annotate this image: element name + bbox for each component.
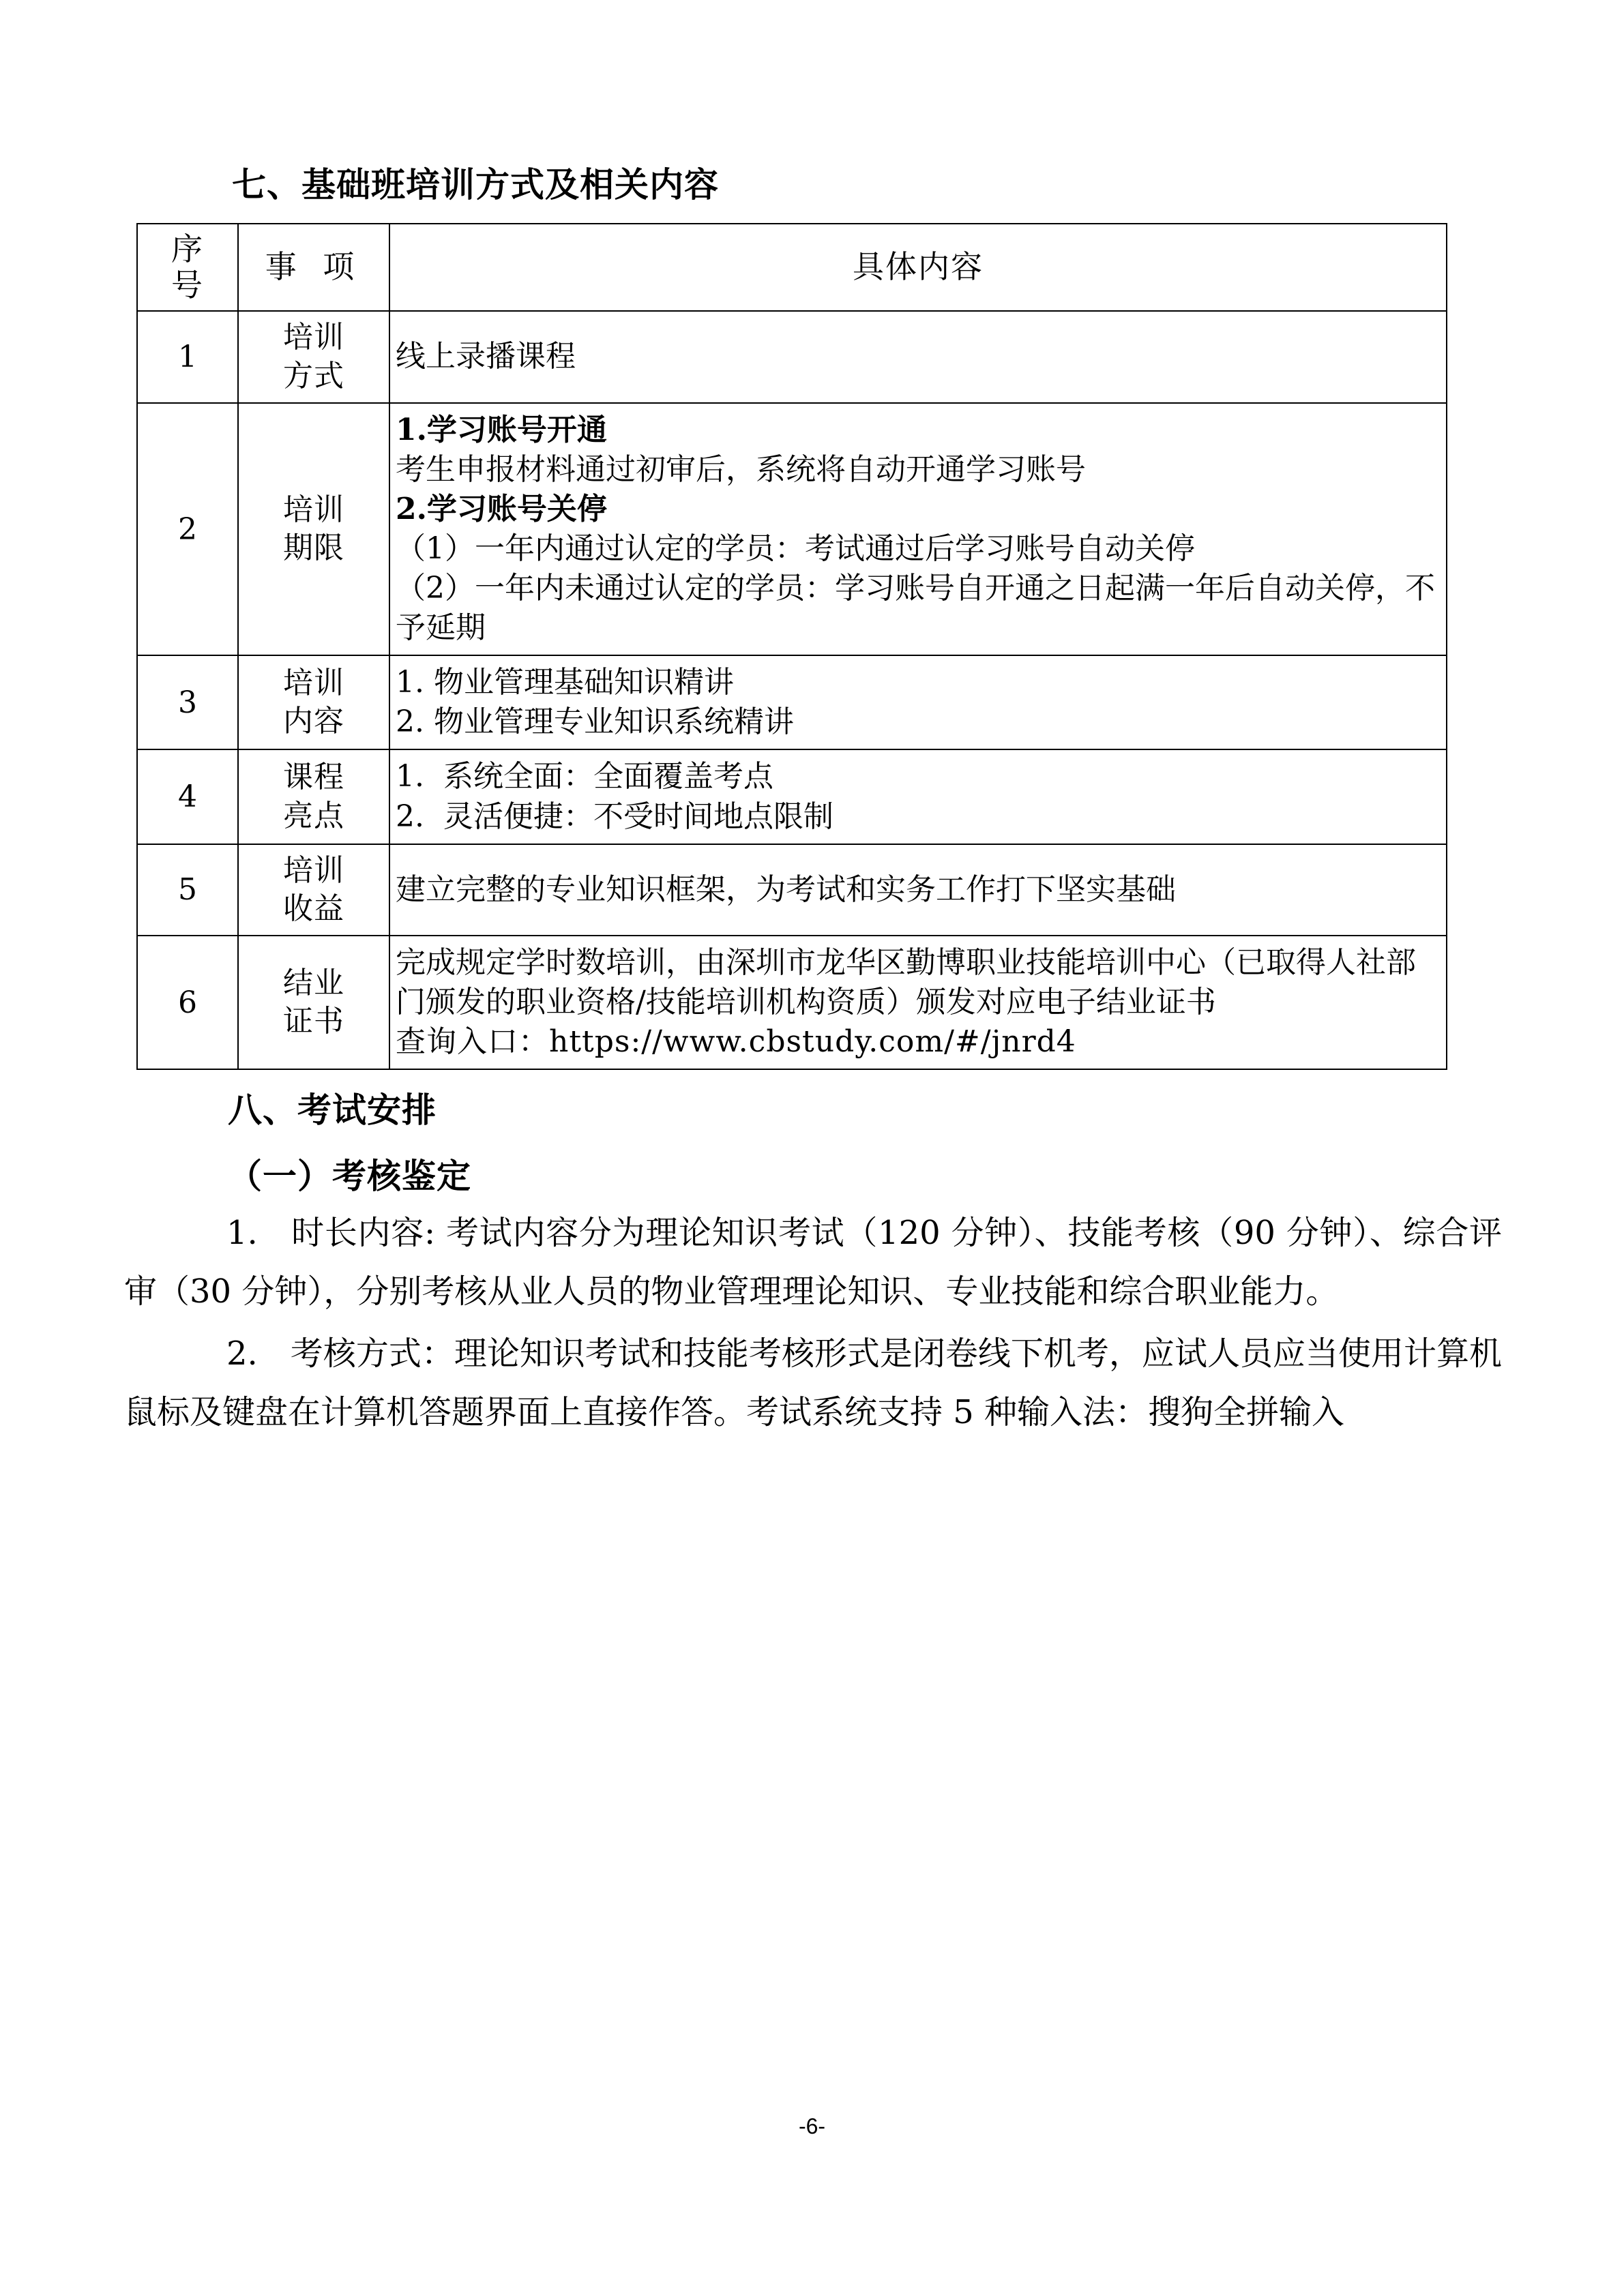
subsection-heading-one: （一）考核鉴定 [228, 1155, 471, 1196]
row-content-line: （2）一年内未通过认定的学员：学习账号自开通之日起满一年后自动关停，不予延期 [396, 571, 1435, 646]
row-number-cell: 6 [137, 936, 238, 1069]
row-item-line: 证书 [283, 1004, 344, 1039]
body-paragraph: 1. 时长内容: 考试内容分为理论知识考试（120 分钟）、技能考核（90 分钟）、综合评审（30 分钟），分别考核从业人员的物业管理理论知识、专业技能和综合职业能力。 [124, 1214, 1502, 1311]
table-row [137, 749, 1447, 844]
row-item-cell [238, 311, 389, 403]
row-item-line: 培训 [283, 492, 344, 527]
row-content-line: 1. 物业管理基础知识精讲 [396, 665, 734, 700]
row-item-cell [238, 655, 389, 749]
row-content-line: 2. 物业管理专业知识系统精讲 [396, 704, 794, 740]
row-item-line: 培训 [283, 320, 344, 355]
row-item-line: 培训 [283, 852, 344, 888]
row-content-url-line[interactable]: 查询入口：https://www.cbstudy.com/#/jnrd4 [396, 1024, 1076, 1060]
row-item-line: 期限 [283, 531, 344, 566]
row-number-cell: 4 [137, 749, 238, 844]
section-heading-seven: 七、基础班培训方式及相关内容 [232, 164, 719, 205]
column-header-item: 事 项 [238, 224, 389, 312]
row-item-cell [238, 403, 389, 655]
row-item-line: 亮点 [283, 798, 344, 833]
column-header-no-line1: 序 [171, 230, 204, 267]
row-item-line: 结业 [283, 966, 344, 1001]
column-header-no-line2: 号 [171, 266, 204, 303]
row-number-cell: 5 [137, 844, 238, 936]
table-row [137, 936, 1447, 1069]
row-content-line: 考生申报材料通过初审后，系统将自动开通学习账号 [396, 451, 1086, 487]
row-content-line: 2. 灵活便捷：不受时间地点限制 [396, 799, 833, 834]
page-content [124, 164, 1502, 1446]
column-header-content: 具体内容 [389, 224, 1447, 312]
row-item-cell [238, 749, 389, 844]
row-content-cell [389, 749, 1447, 844]
paragraph-list [124, 1204, 1502, 1442]
column-header-no [137, 224, 238, 312]
row-item-line: 收益 [283, 891, 344, 926]
table-row [137, 403, 1447, 655]
row-number-cell: 1 [137, 311, 238, 403]
training-methods-table [136, 223, 1447, 1071]
row-item-line: 内容 [283, 704, 344, 739]
table-row [137, 655, 1447, 749]
row-number-cell: 2 [137, 403, 238, 655]
row-item-cell [238, 936, 389, 1069]
row-content-line: 线上录播课程 [396, 339, 576, 374]
table-row [137, 844, 1447, 936]
row-content-cell [389, 403, 1447, 655]
row-item-line: 课程 [283, 760, 344, 795]
body-paragraph: 2. 考核方式：理论知识考试和技能考核形式是闭卷线下机考，应试人员应当使用计算机鼠标及键盘在计算机答题界面上直接作答。考试系统支持 5 种输入法：搜狗全拼输入 [124, 1335, 1502, 1431]
table-header-row [137, 224, 1447, 312]
row-number-cell: 3 [137, 655, 238, 749]
section-heading-eight: 八、考试安排 [228, 1090, 437, 1131]
page-number-footer: -6- [798, 2114, 826, 2138]
table-body [137, 311, 1447, 1069]
row-content-line: 1. 系统全面：全面覆盖考点 [396, 759, 773, 794]
row-content-line: 2.学习账号关停 [396, 492, 607, 526]
row-content-line: 建立完整的专业知识框架，为考试和实务工作打下坚实基础 [396, 871, 1176, 907]
row-content-line: 完成规定学时数培训，由深圳市龙华区勤博职业技能培训中心（已取得人社部门颁发的职业资格/技能培训机构资质）颁发对应电子结业证书 [396, 945, 1416, 1020]
row-item-line: 培训 [283, 666, 344, 701]
row-content-cell [389, 655, 1447, 749]
row-content-line: （1）一年内通过认定的学员：考试通过后学习账号自动关停 [396, 531, 1195, 567]
row-item-cell [238, 844, 389, 936]
row-content-cell [389, 936, 1447, 1069]
table-row [137, 311, 1447, 403]
row-content-cell [389, 844, 1447, 936]
row-content-cell [389, 311, 1447, 403]
row-content-line: 1.学习账号开通 [396, 412, 607, 447]
table-head [137, 224, 1447, 312]
row-item-line: 方式 [283, 358, 344, 393]
